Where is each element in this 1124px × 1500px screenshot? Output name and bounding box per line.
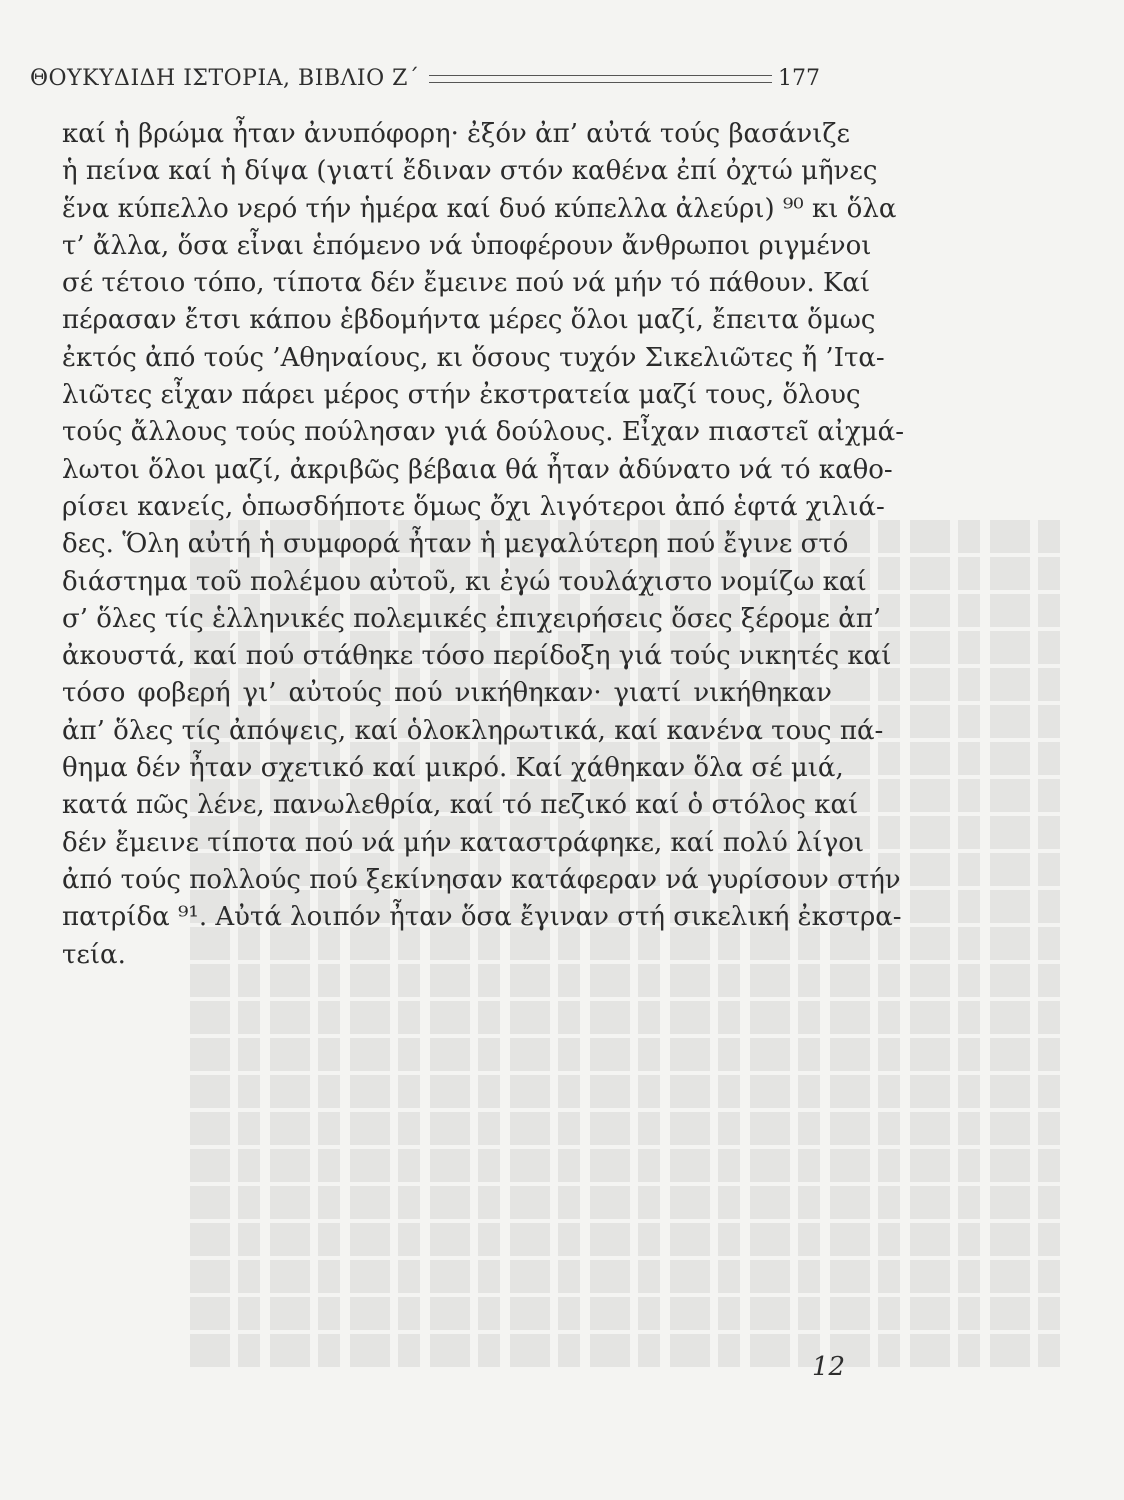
signature-mark: 12 (812, 1352, 846, 1382)
text-line: πέρασαν ἔτσι κάπου ἑβδομήντα μέρες ὅλοι μαζί, ἔπειτα ὅμως (62, 305, 876, 336)
text-line: ἀπό τούς πολλούς πού ξεκίνησαν κατάφεραν νά γυρίσουν στήν (62, 864, 901, 895)
text-line: ἕνα κύπελλο νερό τήν ἡμέρα καί δυό κύπελλα ἀλεύρι) ⁹⁰ κι ὅλα (62, 193, 897, 224)
text-line: τ’ ἄλλα, ὅσα εἶναι ἑπόμενο νά ὑποφέρουν ἄνθρωποι ριγμένοι (62, 230, 872, 261)
text-line: δέν ἔμεινε τίποτα πού νά μήν καταστράφηκε, καί πολύ λίγοι (62, 827, 865, 858)
text-line: λιῶτες εἶχαν πάρει μέρος στήν ἐκστρατεία μαζί τους, ὅλους (62, 380, 861, 411)
body-text (62, 116, 905, 974)
text-line: σ’ ὅλες τίς ἑλληνικές πολεμικές ἐπιχειρήσεις ὅσες ξέρομε ἀπ’ (62, 603, 882, 634)
running-head-title: ΘΟΥΚΥΔΙΔΗ ΙΣΤΟΡΙΑ, ΒΙΒΛΙΟ Ζ΄ (30, 65, 420, 91)
page-number: 177 (778, 65, 820, 91)
text-line: λωτοι ὅλοι μαζί, ἀκριβῶς βέβαια θά ἦταν ἀδύνατο νά τό καθο- (62, 454, 893, 485)
text-line-last: τεία. (62, 939, 126, 970)
text-line: θημα δέν ἦταν σχετικό καί μικρό. Καί χάθηκαν ὅλα σέ μιά, (62, 753, 844, 784)
text-line: διάστημα τοῦ πολέμου αὐτοῦ, κι ἐγώ τουλάχιστο νομίζω καί (62, 566, 867, 597)
text-line: ρίσει κανείς, ὁπωσδήποτε ὅμως ὄχι λιγότεροι ἀπό ἑφτά χιλιά- (62, 491, 885, 522)
text-line: ἀκουστά, καί πού στάθηκε τόσο περίδοξη γιά τούς νικητές καί (62, 641, 892, 672)
text-line: τόσο φοβερή γι’ αὐτούς πού νικήθηκαν· γιατί νικήθηκαν (62, 678, 832, 709)
text-line: καί ἡ βρώμα ἦταν ἀνυπόφορη· ἐξόν ἀπ’ αὐτά τούς βασάνιζε (62, 119, 850, 149)
running-head (30, 58, 820, 98)
header-double-rule (429, 75, 772, 83)
text-line: δες. Ὅλη αὐτή ἡ συμφορά ἦταν ἡ μεγαλύτερη πού ἔγινε στό (62, 529, 849, 560)
text-line: τούς ἄλλους τούς πούλησαν γιά δούλους. Εἶχαν πιαστεῖ αἰχμά- (62, 417, 905, 448)
text-line: σέ τέτοιο τόπο, τίποτα δέν ἔμεινε πού νά μήν τό πάθουν. Καί (62, 268, 871, 299)
text-line: ἐκτός ἀπό τούς ’Αθηναίους, κι ὅσους τυχόν Σικελιῶτες ἤ ’Ιτα- (62, 342, 885, 373)
text-line: ἀπ’ ὅλες τίς ἀπόψεις, καί ὁλοκληρωτικά, καί κανένα τους πά- (62, 715, 884, 746)
text-line: κατά πῶς λένε, πανωλεθρία, καί τό πεζικό καί ὁ στόλος καί (62, 790, 859, 821)
text-line: πατρίδα ⁹¹. Αὐτά λοιπόν ἦταν ὅσα ἔγιναν στή σικελική ἐκστρα- (62, 902, 902, 933)
text-line: ἡ πείνα καί ἡ δίψα (γιατί ἔδιναν στόν καθένα ἐπί ὀχτώ μῆνες (62, 156, 878, 187)
